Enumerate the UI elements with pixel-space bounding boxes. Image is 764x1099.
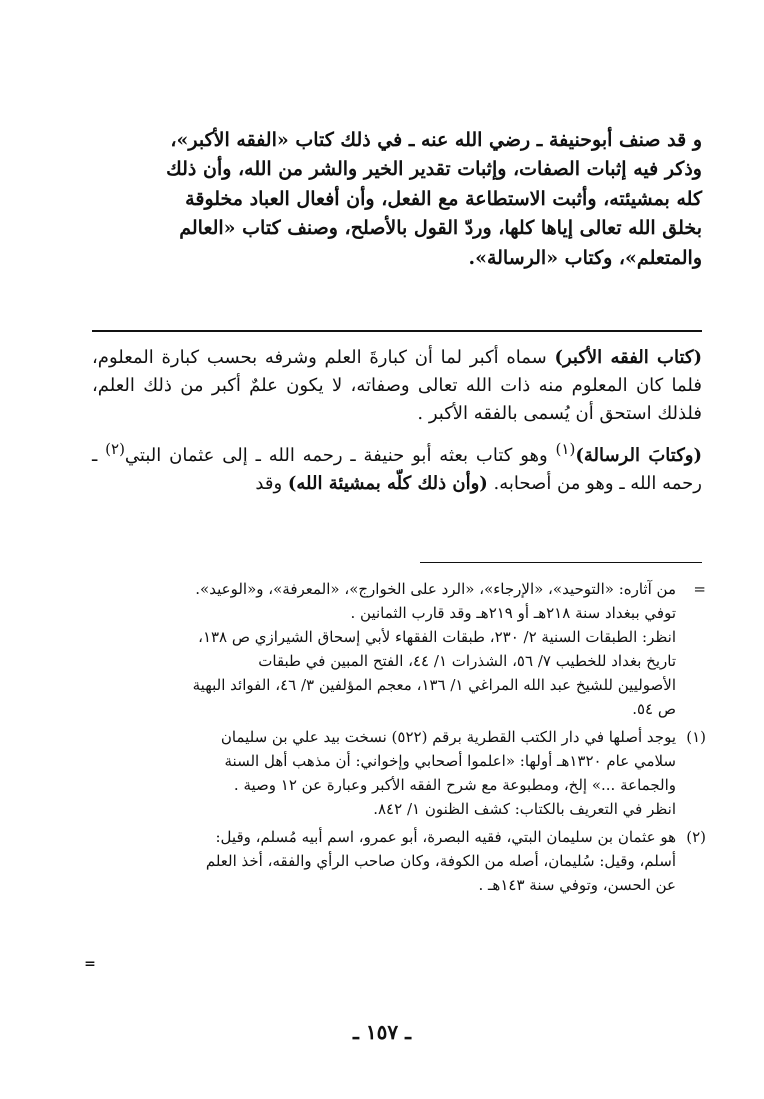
main-text-line: و قد صنف أبوحنيفة ـ رضي الله عنه ـ في ذلك كتاب «الفقه الأكبر»، xyxy=(170,129,702,151)
commentary-body: سماه أكبر لما أن كبارةَ العلم وشرفه بحسب كبارة المعلوم، فلما كان المعلوم منه ذات الله تعالى وصفاته، لا يكون علمٌ أكبر من ذلك العلم، فلذلك استحق أن يُسمى بالفقه الأكبر . xyxy=(92,347,702,424)
footnote-line: والجماعة ...» إلخ، ومطبوعة مع شرح الفقه الأكبر وعبارة عن ١٢ وصية . xyxy=(233,776,676,794)
main-text-line: وذكر فيه إثبات الصفات، وإثبات تقدير الخير والشر من الله، وأن ذلك xyxy=(166,158,702,181)
footnote-line: أسلم، وقيل: سُليمان، أصله من الكوفة، وكان صاحب الرأي والفقه، أخذ العلم xyxy=(205,852,676,870)
commentary-body: وهو كتاب بعثه أبو حنيفة ـ رحمه الله ـ إلى عثمان البتي xyxy=(124,444,556,466)
main-text-line: كله بمشيئته، وأثبت الاستطاعة مع الفعل، وأن أفعال العباد مخلوقة xyxy=(185,187,702,210)
footnote-line: تاريخ بغداد للخطيب ٧/ ٥٦، الشذرات ١/ ٤٤، الفتح المبين في طبقات xyxy=(258,652,676,670)
main-text-line: بخلق الله تعالى إياها كلها، وردّ القول بالأصلح، وصنف كتاب «العالم xyxy=(179,217,702,240)
footnotes xyxy=(92,577,706,901)
footnote-number: (١) xyxy=(686,728,706,746)
continuation-mark: = xyxy=(84,956,96,972)
text-divider xyxy=(92,330,702,332)
footnote-line: يوجد أصلها في دار الكتب القطرية برقم (٥٢٢) نسخت بيد علي بن سليمان xyxy=(220,728,676,746)
footnote-line: هو عثمان بن سليمان البتي، فقيه البصرة، أبو عمرو، اسم أبيه مُسلم، وقيل: xyxy=(215,828,676,846)
footnote-line: سلامي عام ١٣٢٠هـ أولها: «اعلموا أصحابي وإخواني: أن مذهب أهل السنة xyxy=(224,752,676,770)
footnote-line: ص ٥٤. xyxy=(632,700,676,718)
main-text xyxy=(92,126,702,273)
footnote-line: من آثاره: «التوحيد»، «الإرجاء»، «الرد على الخوارج»، «المعرفة»، و«الوعيد». xyxy=(195,580,676,598)
footnote-number: (٢) xyxy=(686,828,706,846)
commentary-paragraph xyxy=(92,344,702,428)
commentary-heading: (وأن ذلك كلّه بمشيئة الله) xyxy=(287,472,488,494)
footnote-1 xyxy=(92,725,706,821)
commentary-heading: (وكتابَ الرسالة) xyxy=(575,444,703,466)
footnote-line: انظر: الطبقات السنية ٢/ ٢٣٠، طبقات الفقهاء لأبي إسحاق الشيرازي ص ١٣٨، xyxy=(198,628,676,646)
footnote-ref: (١) xyxy=(555,439,576,458)
commentary-body: ـ رحمه الله ـ وهو من أصحابه. xyxy=(92,444,702,494)
commentary-body: وقد xyxy=(255,472,288,494)
footnote-continued xyxy=(92,577,706,721)
commentary-paragraph xyxy=(92,438,702,498)
footnote-line: توفي ببغداد سنة ٢١٨هـ أو ٢١٩هـ وقد قارب الثمانين . xyxy=(350,604,676,622)
commentary xyxy=(92,344,702,507)
main-text-line: والمتعلم»، وكتاب «الرسالة». xyxy=(468,246,702,269)
continuation-mark: = xyxy=(693,580,706,598)
footnote-line: عن الحسن، وتوفي سنة ١٤٣هـ . xyxy=(478,876,676,894)
footnote-line: الأصوليين للشيخ عبد الله المراغي ١/ ١٣٦، معجم المؤلفين ٣/ ٤٦، الفوائد البهية xyxy=(192,676,676,694)
footnote-2 xyxy=(92,825,706,897)
footnote-line: انظر في التعريف بالكتاب: كشف الظنون ١/ ٨٤٢. xyxy=(373,800,676,818)
footnote-ref: (٢) xyxy=(105,439,125,458)
footnote-divider xyxy=(420,562,702,563)
commentary-heading: (كتاب الفقه الأكبر) xyxy=(554,347,702,368)
page-number: ـ ١٥٧ ـ xyxy=(353,1020,411,1044)
